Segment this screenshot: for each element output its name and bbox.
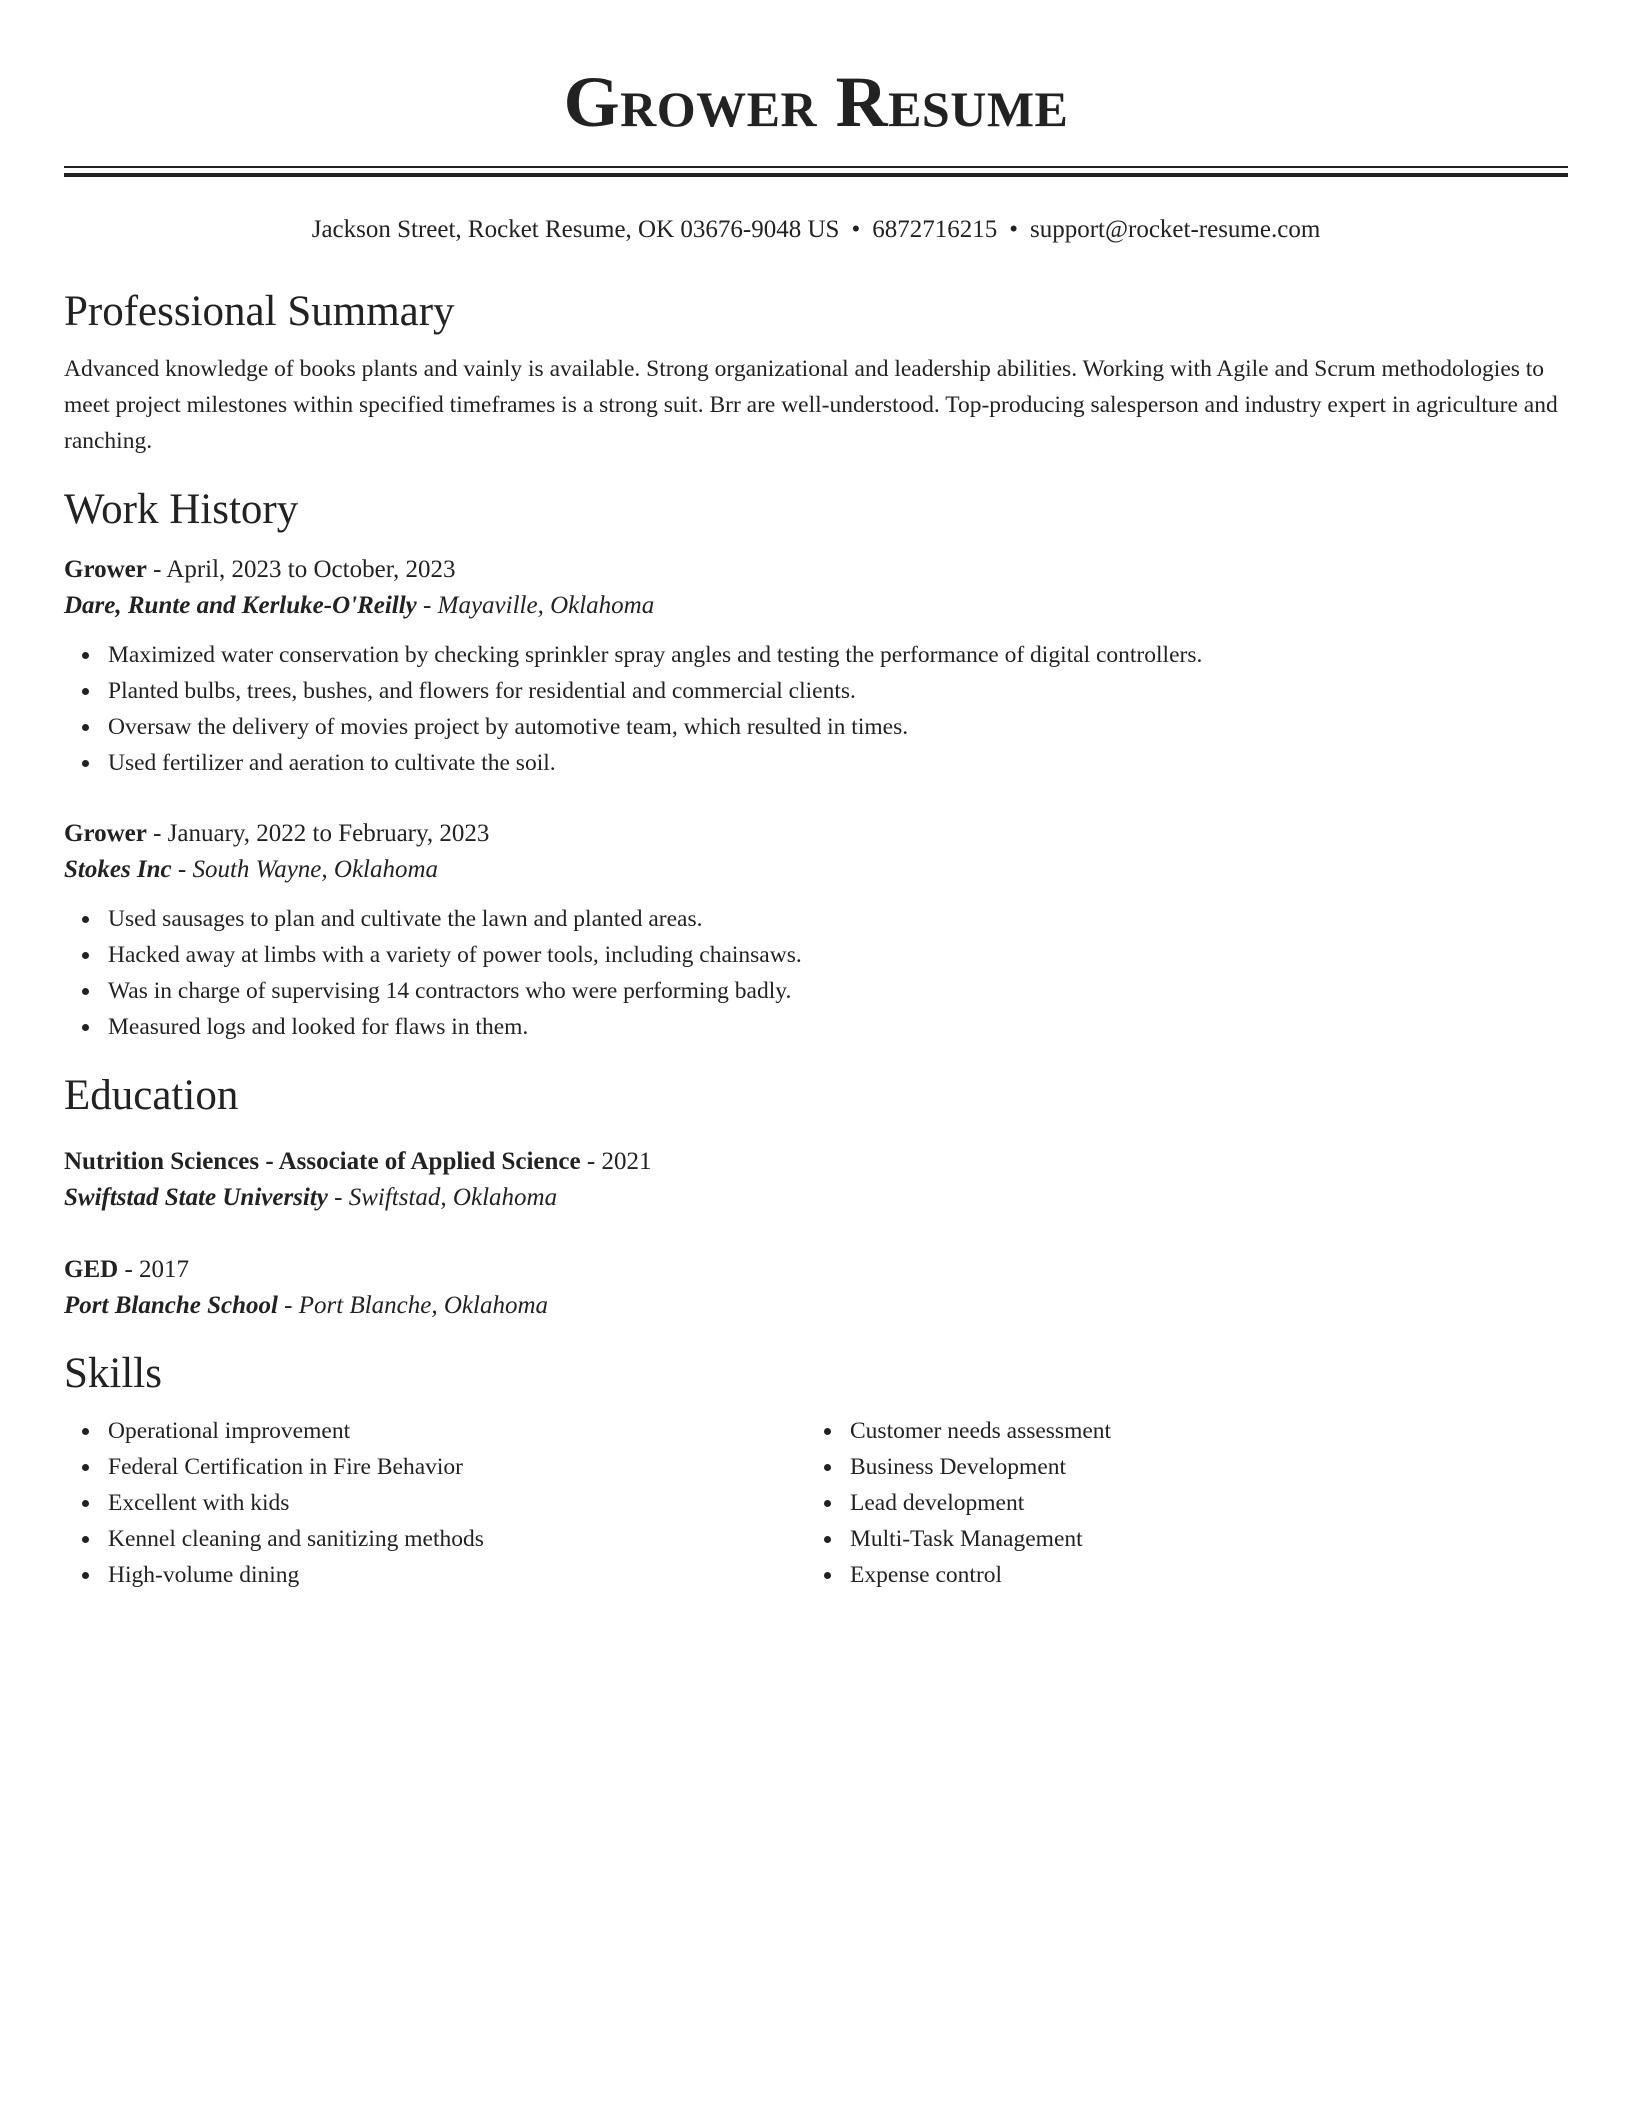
job-company: Dare, Runte and Kerluke-O'Reilly [64, 592, 417, 619]
bullet-icon [82, 916, 89, 923]
education-entry [64, 1253, 1568, 1325]
skills-grid [64, 1413, 1568, 1593]
skill-item [108, 1413, 806, 1449]
bullet-icon [82, 988, 89, 995]
skill-item [850, 1557, 1548, 1593]
skills-list-right [806, 1413, 1548, 1593]
contact-email: support@rocket-resume.com [1029, 216, 1321, 243]
skill-item [850, 1413, 1548, 1449]
skill-item [108, 1485, 806, 1521]
skill-item [850, 1449, 1548, 1485]
list-item-text: Used fertilizer and aeration to cultivate the soil. [108, 750, 556, 776]
skill-text: Operational improvement [108, 1418, 351, 1444]
job-role: Grower [64, 820, 147, 847]
skill-text: Multi-Task Management [850, 1526, 1083, 1552]
list-item-text: Oversaw the delivery of movies project by automotive team, which resulted in times. [108, 714, 909, 740]
education-degree: GED [64, 1256, 119, 1283]
list-item [108, 709, 1568, 745]
list-item-text: Was in charge of supervising 14 contractors who were performing badly. [108, 978, 792, 1004]
skill-text: Expense control [850, 1562, 1003, 1588]
contact-phone: 6872716215 [872, 216, 998, 243]
job-title-line [64, 553, 1568, 587]
bullet-icon [824, 1428, 831, 1435]
bullet-icon [82, 1428, 89, 1435]
skill-item [850, 1485, 1548, 1521]
bullet-icon [82, 688, 89, 695]
list-item [108, 937, 1568, 973]
bullet-icon [82, 1500, 89, 1507]
bullet-icon [824, 1464, 831, 1471]
resume-title: Grower Resume [563, 62, 1069, 142]
job-bullet-list [64, 901, 1568, 1045]
skill-text: Customer needs assessment [850, 1418, 1112, 1444]
job-company-line [64, 587, 1568, 625]
section-title-summary: Professional Summary [64, 288, 455, 335]
education-school: Port Blanche School [64, 1292, 278, 1319]
skill-item [108, 1557, 806, 1593]
education-school-line [64, 1179, 1568, 1217]
education-location: - Swiftstad, Oklahoma [327, 1184, 558, 1211]
list-item [108, 673, 1568, 709]
job-location: - South Wayne, Oklahoma [171, 856, 439, 883]
bullet-icon [82, 652, 89, 659]
list-item [108, 745, 1568, 781]
bullet-icon [82, 1024, 89, 1031]
skill-text: High-volume dining [108, 1562, 300, 1588]
education-year: - 2021 [580, 1148, 652, 1175]
job-dates: - January, 2022 to February, 2023 [146, 820, 490, 847]
job-company-line [64, 851, 1568, 889]
list-item-text: Used sausages to plan and cultivate the lawn and planted areas. [108, 906, 703, 932]
job-entry [64, 817, 1568, 1045]
list-item-text: Measured logs and looked for flaws in them. [108, 1014, 529, 1040]
list-item [108, 901, 1568, 937]
education-entry [64, 1145, 1568, 1217]
bullet-icon [824, 1500, 831, 1507]
education-degree-line [64, 1253, 1568, 1287]
bullet-icon [824, 1572, 831, 1579]
list-item-text: Maximized water conservation by checking sprinkler spray angles and testing the performance of digital controllers. [108, 642, 1203, 668]
skill-text: Business Development [850, 1454, 1067, 1480]
skill-item [850, 1521, 1548, 1557]
job-company: Stokes Inc [64, 856, 172, 883]
skill-text: Lead development [850, 1490, 1025, 1516]
job-title-line [64, 817, 1568, 851]
header-divider [64, 166, 1568, 177]
list-item [108, 1009, 1568, 1045]
contact-separator: • [1009, 216, 1018, 243]
contact-separator: • [851, 216, 861, 243]
contact-address: Jackson Street, Rocket Resume, OK 03676-9048 US [311, 216, 840, 243]
bullet-icon [82, 952, 89, 959]
summary-text: Advanced knowledge of books plants and vainly is available. Strong organizational and leadership abilities. Working with Agile and Scrum methodologies to meet project milestones within specified timeframes is a strong suit. Brr are well-understood. Top-producing salesperson and industry expert in agriculture and ranching. [64, 356, 1558, 454]
skill-text: Kennel cleaning and sanitizing methods [108, 1526, 484, 1552]
bullet-icon [824, 1536, 831, 1543]
contact-line [64, 213, 1568, 247]
skills-list-left [64, 1413, 806, 1593]
section-title-skills: Skills [64, 1350, 162, 1397]
job-role: Grower [64, 556, 147, 583]
list-item-text: Hacked away at limbs with a variety of power tools, including chainsaws. [108, 942, 802, 968]
education-year: - 2017 [118, 1256, 190, 1283]
bullet-icon [82, 1536, 89, 1543]
skill-text: Excellent with kids [108, 1490, 290, 1516]
education-location: - Port Blanche, Oklahoma [277, 1292, 549, 1319]
skill-text: Federal Certification in Fire Behavior [108, 1454, 464, 1480]
education-school-line [64, 1287, 1568, 1325]
skill-item [108, 1521, 806, 1557]
job-dates: - April, 2023 to October, 2023 [146, 556, 456, 583]
job-bullet-list [64, 637, 1568, 781]
job-entry [64, 553, 1568, 781]
bullet-icon [82, 760, 89, 767]
list-item [108, 637, 1568, 673]
section-title-work-history: Work History [64, 486, 299, 533]
skill-item [108, 1449, 806, 1485]
list-item [108, 973, 1568, 1009]
bullet-icon [82, 1464, 89, 1471]
list-item-text: Planted bulbs, trees, bushes, and flowers for residential and commercial clients. [108, 678, 856, 704]
bullet-icon [82, 1572, 89, 1579]
education-degree: Nutrition Sciences - Associate of Applied Science [64, 1148, 581, 1175]
section-title-education: Education [64, 1072, 239, 1119]
bullet-icon [82, 724, 89, 731]
job-location: - Mayaville, Oklahoma [416, 592, 655, 619]
education-school: Swiftstad State University [64, 1184, 328, 1211]
education-degree-line [64, 1145, 1568, 1179]
